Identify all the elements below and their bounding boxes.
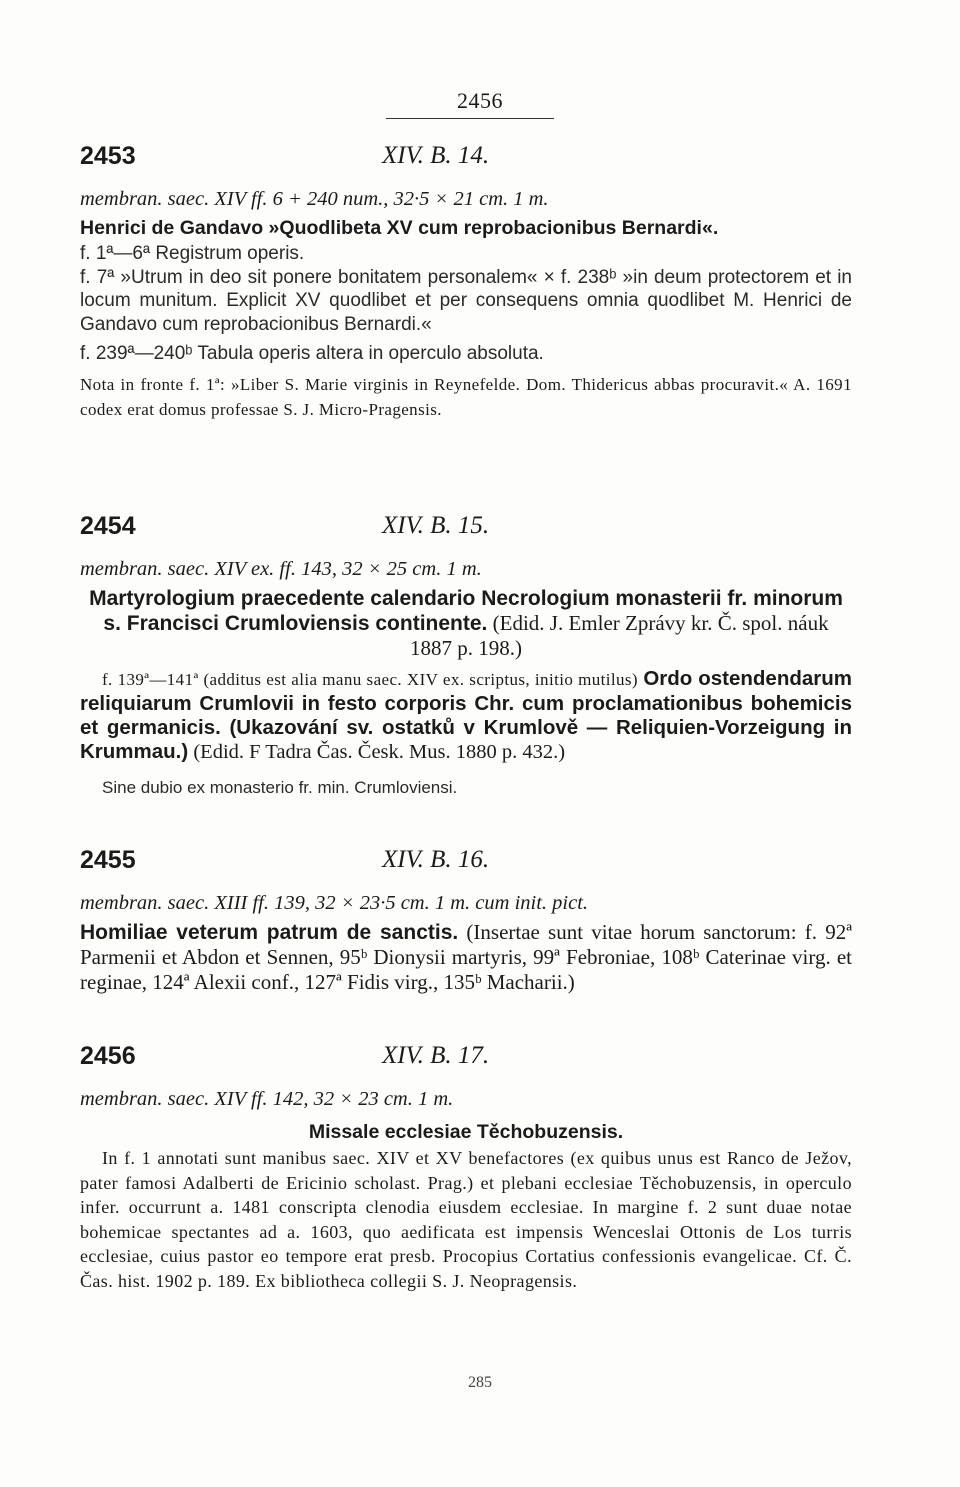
entry-paragraph <box>80 920 852 995</box>
catalog-entry-2454 <box>80 512 852 800</box>
entry-line: f. 1ª—6ª Registrum operis. <box>80 243 305 264</box>
entry-line: f. 239ª—240ᵇ Tabula operis altera in operculo absoluta. <box>80 343 544 364</box>
entry-signature: XIV. B. 17. <box>382 1042 490 1069</box>
entry-line: f. 7ª »Utrum in deo sit ponere bonitatem personalem« × f. 238ᵇ »in deum protectorem et in locum munitum. Explicit XV quodlibet et per consequens omnia quodlibet M. Henrici de Gandavo cum reprobacionibus Bernardi.« <box>80 266 852 335</box>
entry-note: In f. 1 annotati sunt manibus saec. XIV et XV benefactores (ex quibus unus est Ranco de Ježov, pater famosi Adalberti de Ericinio scholast. Prag.) et plebani ecclesiae Těchobuzensis, in operculo infer. occurrunt a. 1481 conscripta clenodia eiusdem ecclesiae. In margine f. 2 sunt duae notae bohemicae spectantes ad a. 1603, quo aedificata est impensis Wenceslai Ottonis de Los turris ecclesiae, cuius pastor eo tempore erat presb. Procopius Cortatius confessionis evangelicae. Cf. Č. Čas. hist. 1902 p. 189. Ex bibliotheca collegii S. J. Neopragensis. <box>80 1148 852 1291</box>
entry-para-suffix: (Edid. F Tadra Čas. Česk. Mus. 1880 p. 432.) <box>193 741 566 763</box>
entry-body: (Insertae sunt vitae horum sanctorum: f. 92ª Parmenii et Abdon et Sennen, 95ᵇ Dionysii martyris, 99ª Febroniae, 108ᵇ Caterinae virg. et reginae, 124ª Alexii conf., 127ª Fidis virg., 135ᵇ Macharii.) <box>80 920 852 994</box>
entry-description: membran. saec. XIII ff. 139, 32 × 23·5 cm. 1 m. cum init. pict. <box>80 892 589 914</box>
entry-para-prefix: f. 139ª—141ª (additus est alia manu saec. XIV ex. scriptus, initio mutilus) <box>102 670 638 689</box>
entry-title: Missale ecclesiae Těchobuzensis. <box>308 1121 624 1143</box>
running-page-number: 2456 <box>457 88 503 113</box>
entry-description: membran. saec. XIV ex. ff. 143, 32 × 25 cm. 1 m. <box>80 558 482 580</box>
entry-title-paragraph <box>80 586 852 661</box>
entry-title: Henrici de Gandavo »Quodlibeta XV cum reprobacionibus Bernardi«. <box>80 217 719 239</box>
entry-number: 2456 <box>80 1042 136 1070</box>
entry-number: 2455 <box>80 846 136 874</box>
entry-number: 2453 <box>80 142 136 170</box>
entry-note: Sine dubio ex monasterio fr. min. Crumloviensi. <box>102 778 458 797</box>
catalog-entry-2455 <box>80 846 852 995</box>
entry-number: 2454 <box>80 512 136 540</box>
entry-description: membran. saec. XIV ff. 6 + 240 num., 32·5 × 21 cm. 1 m. <box>80 188 549 210</box>
entry-signature: XIV. B. 15. <box>382 512 490 539</box>
entry-title: Martyrologium praecedente calendario Necrologium monasterii fr. minorum s. Francisci Crumloviensis continente. <box>89 587 843 635</box>
entry-note: Nota in fronte f. 1ª: »Liber S. Marie virginis in Reynefelde. Dom. Thidericus abbas procuravit.« A. 1691 codex erat domus professae S. J. Micro-Pragensis. <box>80 374 852 419</box>
entry-title-edition: (Edid. J. Emler Zprávy kr. Č. spol. náuk 1887 p. 198.) <box>410 611 829 660</box>
folio-number: 285 <box>468 1374 492 1391</box>
catalog-entry-2453 <box>80 142 852 422</box>
entry-para-bold: Ordo ostendendarum reliquiarum Crumlovii in festo corporis Chr. cum proclamationibus bohemicis et germanicis. (Ukazování sv. ostatků v Krumlově — Reliquien-Vorzeigung in Krummau.) <box>80 667 852 763</box>
header-rule <box>386 118 554 119</box>
entry-signature: XIV. B. 14. <box>382 142 490 169</box>
entry-title: Homiliae veterum patrum de sanctis. <box>80 921 459 944</box>
entry-paragraph <box>80 667 852 764</box>
catalog-entry-2456 <box>80 1042 852 1293</box>
entry-signature: XIV. B. 16. <box>382 846 490 873</box>
entry-description: membran. saec. XIV ff. 142, 32 × 23 cm. 1 m. <box>80 1088 454 1110</box>
